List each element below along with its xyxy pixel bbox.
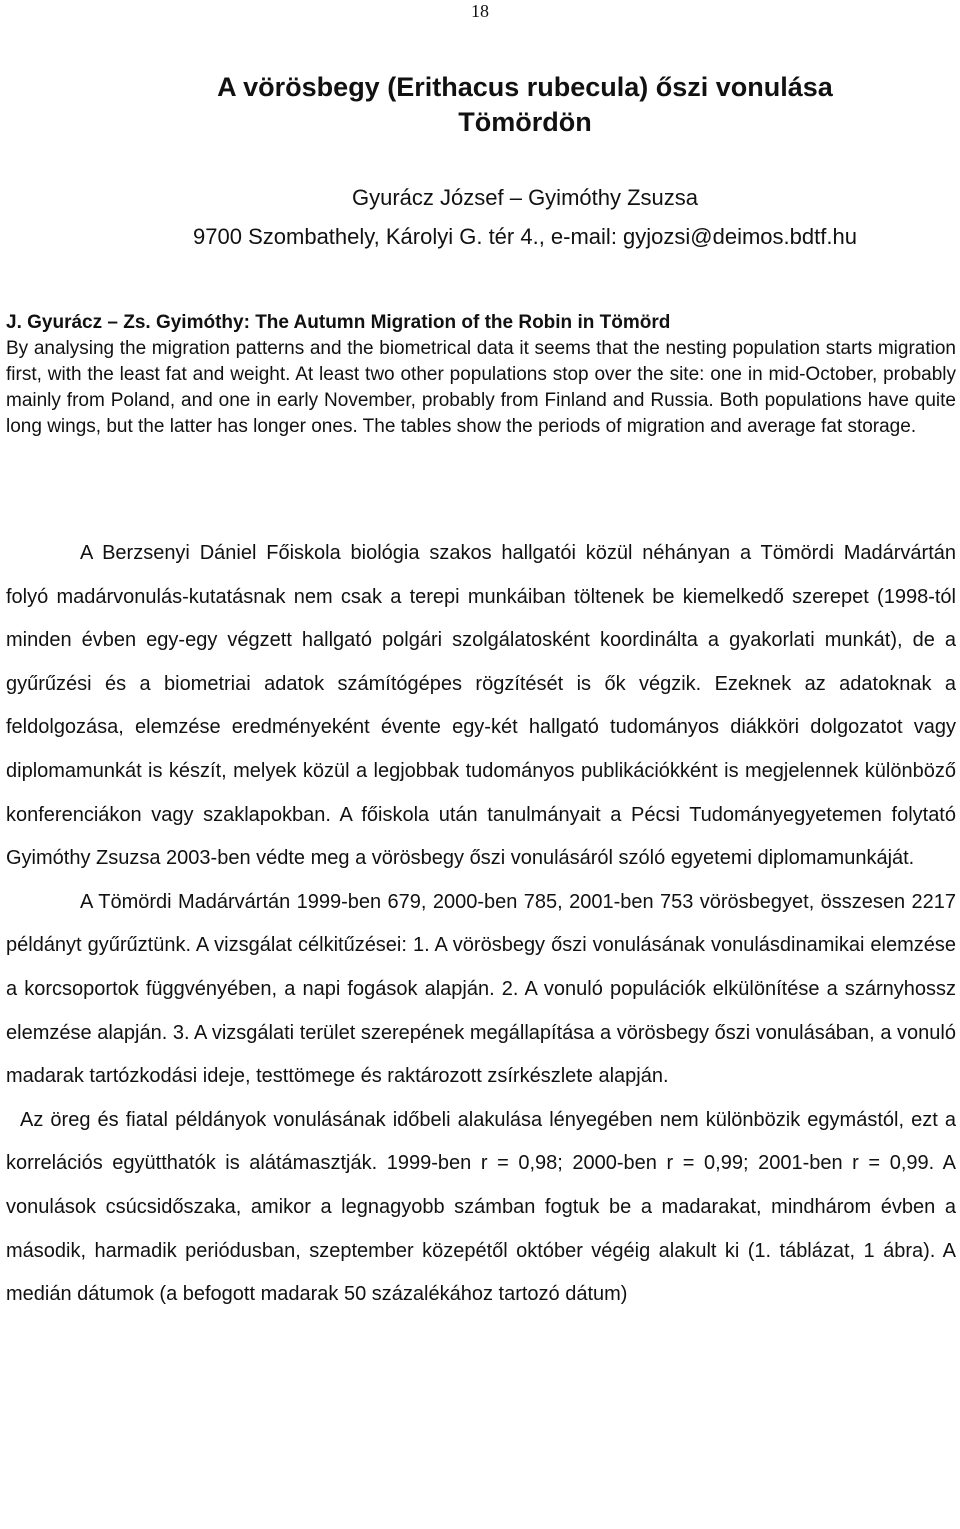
body-paragraph-2: A Tömördi Madárvártán 1999-ben 679, 2000-ben 785, 2001-ben 753 vörösbegyet, összesen 2217 példányt gyűrűztünk. A vizsgálat célkitűzései: 1. A vörösbegy őszi vonulásának vonulásdinamikai elemzése a korcsoportok függvényében, a napi fogások alapján. 2. A vonuló populációk elkülönítése a szárnyhossz elemzése alapján. 3. A vizsgálati terület szerepének megállapítása a vörösbegy őszi vonulásában, a vonuló madarak tartózkodási ideje, testtömege és raktározott zsírkészlete alapján.: [6, 890, 956, 1088]
title-line-2: Tömördön: [458, 107, 592, 137]
english-abstract: [6, 310, 956, 440]
title-line-1: A vörösbegy (Erithacus rubecula) őszi vonulása: [217, 72, 833, 102]
body-paragraph-3: Az öreg és fiatal példányok vonulásának időbeli alakulása lényegében nem különbözik egymástól, ezt a korrelációs együtthatók is alátámasztják. 1999-ben r = 0,98; 2000-ben r = 0,99; 2001-ben r = 0,99. A vonulások csúcsidőszaka, amikor a legnagyobb számban fogtuk be a madarakat, mindhárom évben a második, harmadik periódusban, szeptember közepétől október végéig alakult ki (1. táblázat, 1 ábra). A medián dátumok (a befogott madarak 50 százalékához tartozó dátum): [6, 1108, 956, 1306]
body-paragraph-1: A Berzsenyi Dániel Főiskola biológia szakos hallgatói közül néhányan a Tömördi Madárvártán folyó madárvonulás-kutatásnak nem csak a terepi munkáiban töltenek be kiemelkedő szerepet (1998-tól minden évben egy-egy végzett hallgató polgári szolgálatosként koordinálta a gyakorlati munkát), de a gyűrűzési és a biometriai adatok számítógépes rögzítését is ők végzik. Ezeknek az adatoknak a feldolgozása, elemzése eredményeként évente egy-két hallgató tudományos diákköri dolgozatot vagy diplomamunkát is készít, melyek közül a legjobbak tudományos publikációkként is megjelennek különböző konferenciákon vagy szaklapokban. A főiskola után tanulmányait a Pécsi Tudományegyetemen folytató Gyimóthy Zsuzsa 2003-ben védte meg a vörösbegy őszi vonulásáról szóló egyetemi diplomamunkáját.: [6, 542, 956, 870]
article-title: [0, 70, 960, 140]
article-body: [6, 532, 956, 1317]
page-number: 18: [471, 1, 489, 21]
abstract-heading: J. Gyurácz – Zs. Gyimóthy: The Autumn Migration of the Robin in Tömörd: [6, 312, 671, 333]
author-address: 9700 Szombathely, Károlyi G. tér 4., e-mail: gyjozsi@deimos.bdtf.hu: [193, 224, 857, 249]
author-names: Gyurácz József – Gyimóthy Zsuzsa: [352, 185, 698, 210]
abstract-text: By analysing the migration patterns and the biometrical data it seems that the nesting population starts migration first, with the least fat and weight. At least two other populations stop over the site: one in mid-October, probably mainly from Poland, and one in early November, probably from Finland and Russia. Both populations have quite long wings, but the latter has longer ones. The tables show the periods of migration and average fat storage.: [6, 338, 956, 437]
author-block: [0, 178, 960, 256]
